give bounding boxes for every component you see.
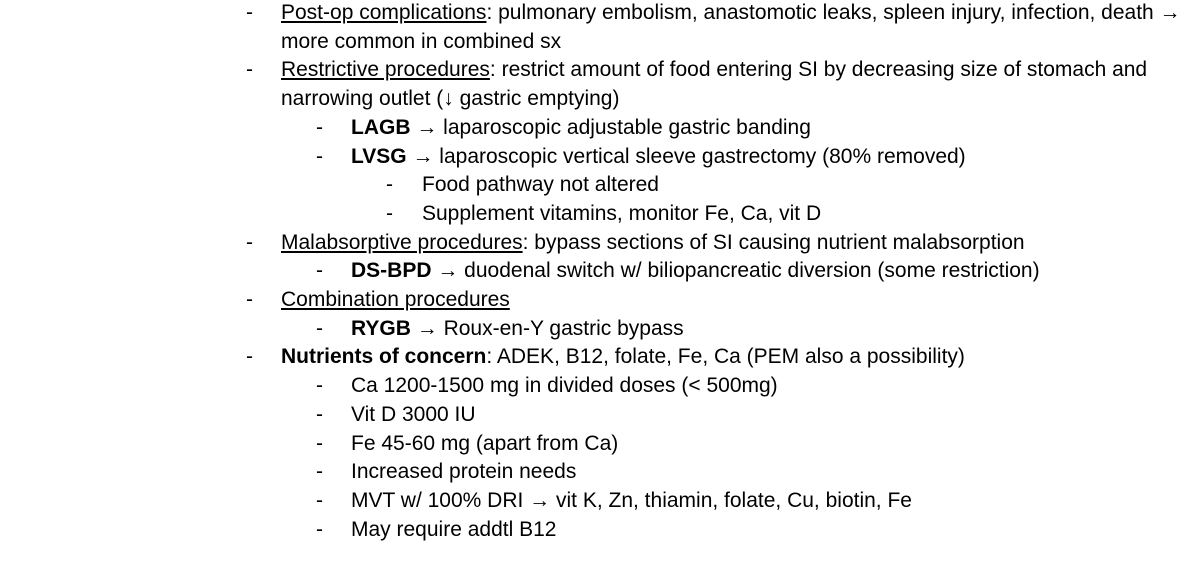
- item-text: Fe 45-60 mg (apart from Ca): [351, 431, 619, 455]
- item-term: Combination procedures: [281, 288, 510, 312]
- list-item: [0, 56, 1200, 113]
- item-text: → Roux-en-Y gastric bypass: [410, 316, 684, 340]
- item-text: bypass sections of SI causing nutrient malabsorption: [528, 230, 1025, 254]
- item-text: → duodenal switch w/ biliopancreatic diversion (some restriction): [431, 259, 1040, 283]
- item-term: Post-op complications: [281, 1, 487, 24]
- list-item: [0, 372, 1200, 401]
- bullet-dash: -: [316, 460, 323, 484]
- item-separator: :: [489, 58, 496, 82]
- item-text: → laparoscopic adjustable gastric banding: [410, 115, 811, 139]
- bullet-dash: -: [246, 58, 253, 82]
- item-text: MVT w/ 100% DRI → vit K, Zn, thiamin, folate, Cu, biotin, Fe: [351, 488, 912, 512]
- bullet-dash: -: [246, 288, 253, 312]
- bullet-dash: -: [246, 1, 253, 24]
- item-term: DS-BPD: [351, 259, 432, 283]
- item-text: Ca 1200-1500 mg in divided doses (< 500mg): [351, 374, 778, 398]
- list-item: [0, 200, 1200, 229]
- item-separator: :: [522, 230, 529, 254]
- item-text: pulmonary embolism, anastomotic leaks, spleen injury, infection, death → more common in combined sx: [281, 1, 1181, 53]
- item-term: LVSG: [351, 144, 407, 168]
- item-text: restrict amount of food entering SI by decreasing size of stomach and narrowing outlet (↓ gastric emptying): [281, 58, 1148, 111]
- item-term: Malabsorptive procedures: [281, 230, 523, 254]
- list-item: [0, 315, 1200, 344]
- list-item: [0, 286, 1200, 315]
- list-item: [0, 401, 1200, 430]
- item-text: → laparoscopic vertical sleeve gastrectomy (80% removed): [406, 144, 966, 168]
- list-item: [0, 487, 1200, 516]
- list-item: [0, 430, 1200, 459]
- item-term: LAGB: [351, 115, 411, 139]
- item-term: Nutrients of concern: [281, 345, 487, 369]
- bullet-dash: -: [316, 402, 323, 426]
- item-text: Increased protein needs: [351, 460, 577, 484]
- list-item: [0, 257, 1200, 286]
- item-separator: :: [486, 1, 493, 24]
- bullet-dash: -: [246, 345, 253, 369]
- bullet-dash: -: [316, 144, 323, 168]
- list-item: [0, 229, 1200, 258]
- list-item: [0, 458, 1200, 487]
- item-term: RYGB: [351, 316, 411, 340]
- item-term: Restrictive procedures: [281, 58, 490, 82]
- list-item: [0, 171, 1200, 200]
- item-text: Vit D 3000 IU: [351, 402, 476, 426]
- list-item: [0, 143, 1200, 172]
- bullet-dash: -: [316, 517, 323, 541]
- item-text: Food pathway not altered: [422, 173, 659, 197]
- item-text: ADEK, B12, folate, Fe, Ca (PEM also a possibility): [492, 345, 965, 369]
- item-separator: :: [486, 345, 493, 369]
- bullet-dash: -: [246, 230, 253, 254]
- bullet-dash: -: [386, 201, 393, 225]
- list-item: [0, 516, 1200, 545]
- list-item: [0, 114, 1200, 143]
- item-text: May require addtl B12: [351, 517, 557, 541]
- list-item: [0, 0, 1200, 56]
- bullet-dash: -: [316, 316, 323, 340]
- bullet-dash: -: [316, 431, 323, 455]
- item-text: Supplement vitamins, monitor Fe, Ca, vit D: [422, 201, 822, 225]
- bullet-dash: -: [316, 488, 323, 512]
- bullet-dash: -: [316, 374, 323, 398]
- bullet-dash: -: [386, 173, 393, 197]
- bullet-dash: -: [316, 259, 323, 283]
- bullet-dash: -: [316, 115, 323, 139]
- list-item: [0, 343, 1200, 372]
